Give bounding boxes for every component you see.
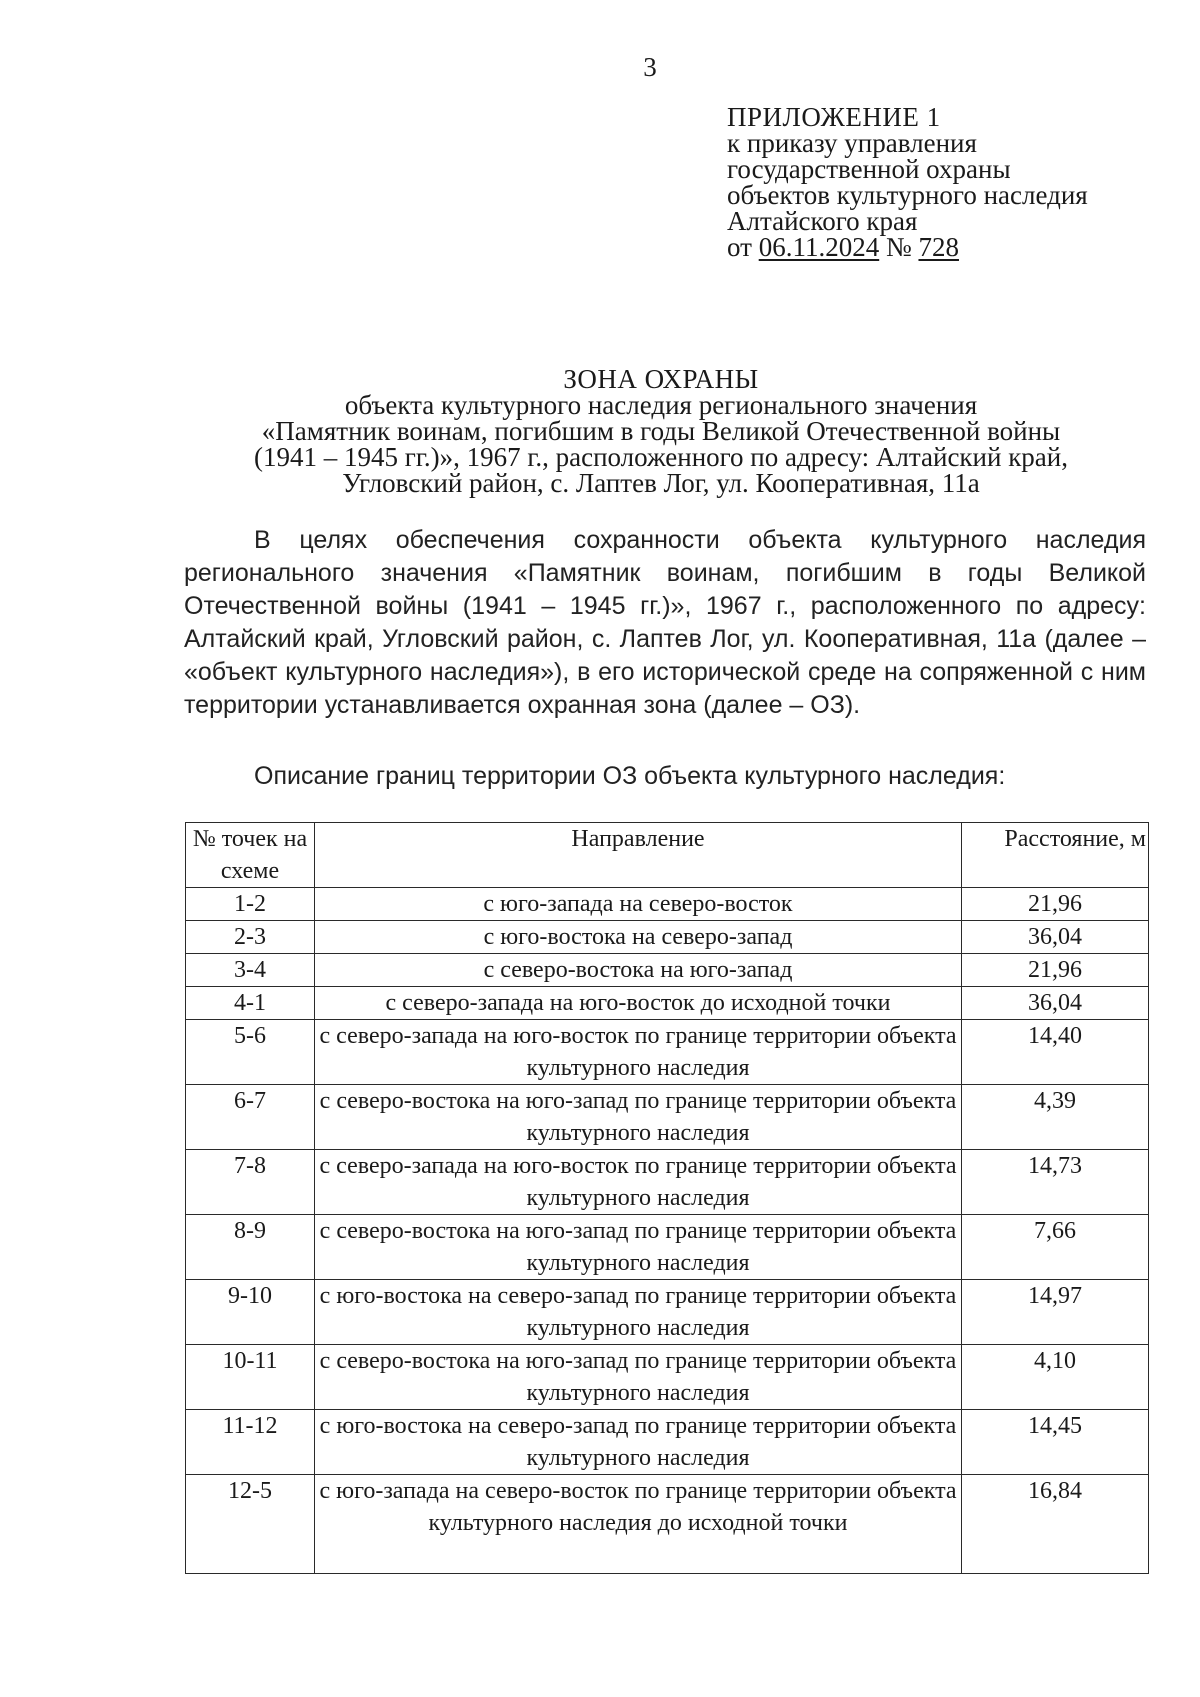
table-row [186, 1345, 1149, 1410]
page-number: 3 [643, 52, 657, 82]
zone-heading [0, 366, 1200, 496]
zone-subtitle-line: (1941 – 1945 гг.)», 1967 г., расположенного по адресу: Алтайский край, [254, 442, 1068, 472]
cell-distance: 16,84 [962, 1475, 1149, 1574]
cell-distance: 7,66 [962, 1215, 1149, 1280]
intro-paragraph: В целях обеспечения сохранности объекта культурного наследия регионального значения «Памятник воинам, погибшим в годы Великой Отечественной войны (1941 – 1945 гг.)», 1967 г., расположенного по адресу: Алтайский край, Угловский район, с. Лаптев Лог, ул. Кооперативная, 11а (далее – «объект культурного наследия»), в его исторической среде на сопряженной с ним территории устанавливается охранная зона (далее – ОЗ). [184, 526, 1146, 719]
cell-points: 2-3 [186, 921, 315, 954]
cell-direction: с северо-запада на юго-восток до исходной точки [315, 987, 962, 1020]
cell-distance: 4,10 [962, 1345, 1149, 1410]
cell-distance: 4,39 [962, 1085, 1149, 1150]
cell-points: 4-1 [186, 987, 315, 1020]
cell-points: 8-9 [186, 1215, 315, 1280]
order-number: 728 [918, 232, 959, 262]
cell-distance: 21,96 [962, 888, 1149, 921]
table-header-row [186, 823, 1149, 888]
appendix-block [727, 104, 1088, 260]
header-distance: Расстояние, м [962, 823, 1149, 888]
table-row [186, 1475, 1149, 1574]
boundary-table [185, 822, 1149, 1574]
cell-direction: с юго-запада на северо-восток по границе территории объекта культурного наследия до исходной точки [315, 1475, 962, 1574]
table-row [186, 1410, 1149, 1475]
cell-direction: с юго-востока на северо-запад по границе территории объекта культурного наследия [315, 1410, 962, 1475]
table-row [186, 1215, 1149, 1280]
table-row [186, 987, 1149, 1020]
cell-distance: 21,96 [962, 954, 1149, 987]
cell-distance: 36,04 [962, 987, 1149, 1020]
cell-distance: 14,45 [962, 1410, 1149, 1475]
table-row [186, 888, 1149, 921]
cell-points: 7-8 [186, 1150, 315, 1215]
cell-points: 6-7 [186, 1085, 315, 1150]
appendix-line: к приказу управления [727, 128, 977, 158]
table-row [186, 921, 1149, 954]
cell-points: 10-11 [186, 1345, 315, 1410]
cell-distance: 14,73 [962, 1150, 1149, 1215]
zone-subtitle-line: объекта культурного наследия регионального значения [344, 390, 978, 420]
cell-points: 5-6 [186, 1020, 315, 1085]
date-prefix: от [727, 232, 759, 262]
cell-direction: с юго-востока на северо-запад [315, 921, 962, 954]
cell-points: 11-12 [186, 1410, 315, 1475]
cell-points: 3-4 [186, 954, 315, 987]
zone-subtitle-line: «Памятник воинам, погибшим в годы Великой Отечественной войны [261, 416, 1061, 446]
header-direction: Направление [315, 823, 962, 888]
zone-subtitle-line: Угловский район, с. Лаптев Лог, ул. Кооперативная, 11а [342, 468, 980, 498]
cell-direction: с юго-запада на северо-восток [315, 888, 962, 921]
cell-distance: 14,97 [962, 1280, 1149, 1345]
appendix-line: государственной охраны [727, 154, 1011, 184]
cell-points: 1-2 [186, 888, 315, 921]
cell-direction: с северо-востока на юго-запад по границе территории объекта культурного наследия [315, 1215, 962, 1280]
cell-points: 9-10 [186, 1280, 315, 1345]
table-row [186, 1150, 1149, 1215]
header-points: № точек на схеме [186, 823, 315, 888]
cell-direction: с северо-запада на юго-восток по границе территории объекта культурного наследия [315, 1020, 962, 1085]
number-sign: № [879, 232, 919, 262]
appendix-title: ПРИЛОЖЕНИЕ 1 [727, 102, 941, 132]
cell-direction: с северо-востока на юго-запад по границе территории объекта культурного наследия [315, 1085, 962, 1150]
cell-direction: с юго-востока на северо-запад по границе территории объекта культурного наследия [315, 1280, 962, 1345]
cell-points: 12-5 [186, 1475, 315, 1574]
appendix-date-line [727, 234, 1088, 260]
cell-direction: с северо-запада на юго-восток по границе территории объекта культурного наследия [315, 1150, 962, 1215]
table-row [186, 1085, 1149, 1150]
cell-direction: с северо-востока на юго-запад [315, 954, 962, 987]
boundary-caption: Описание границ территории ОЗ объекта культурного наследия: [254, 762, 1006, 790]
cell-distance: 14,40 [962, 1020, 1149, 1085]
appendix-line: Алтайского края [727, 206, 918, 236]
appendix-line: объектов культурного наследия [727, 180, 1088, 210]
zone-title: ЗОНА ОХРАНЫ [563, 364, 759, 394]
table-row [186, 1020, 1149, 1085]
table-row [186, 954, 1149, 987]
cell-distance: 36,04 [962, 921, 1149, 954]
order-date: 06.11.2024 [758, 232, 880, 262]
cell-direction: с северо-востока на юго-запад по границе территории объекта культурного наследия [315, 1345, 962, 1410]
table-row [186, 1280, 1149, 1345]
